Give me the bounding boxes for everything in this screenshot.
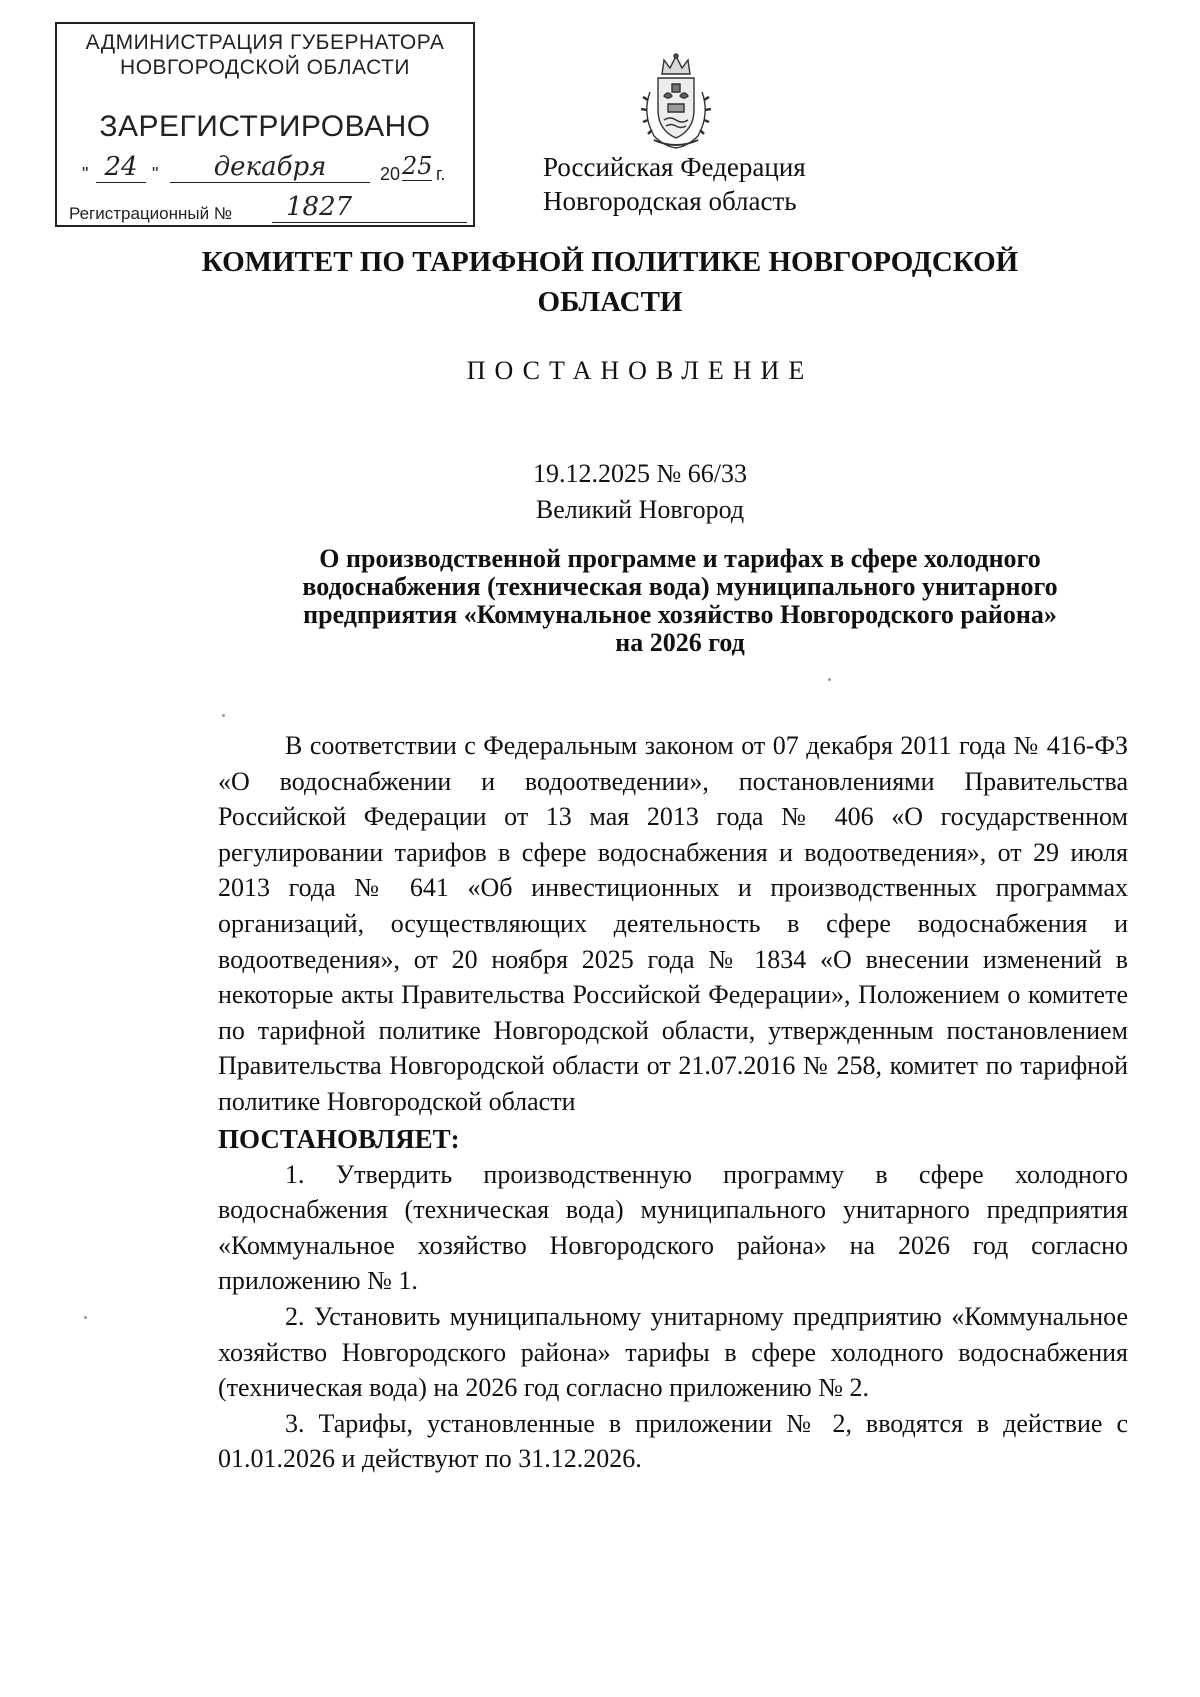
committee-title [200, 242, 1020, 322]
scan-speck [84, 1316, 87, 1319]
document-city: Великий Новгород [535, 495, 745, 524]
preamble-paragraph: В соответствии с Федеральным законом от 07 декабря 2011 года № 416-ФЗ «О водоснабжении и водоотведении», постановлениями Правительства Российской Федерации от 13 мая 2013 года № 406 «О государственном регулировании тарифов в сфере водоснабжения и водоотведения», от 29 июля 2013 года № 641 «Об инвестиционных и производственных программах организаций, осуществляющих деятельность в сфере водоснабжения и водоотведения», от 20 ноября 2025 года № 1834 «О внесении изменений в некоторые акты Правительства Российской Федерации», Положением о комитете по тарифной политике Новгородской области, утвержденным постановлением Правительства Новгородской области от 21.07.2016 № 258, комитет по тарифной политике Новгородской области [218, 731, 1128, 1116]
stamp-day: 24 [96, 152, 146, 183]
stamp-year-suffix: 25 [402, 152, 433, 180]
subject-line4: на 2026 год [615, 628, 745, 657]
registration-stamp [55, 22, 475, 227]
resolution-item-1: 1. Утвердить производственную программу в сфере холодного водоснабжения (техническая вода) муниципального унитарного предприятия «Коммунальное хозяйство Новгородского района» на 2026 год согласно приложению № 1. [218, 1159, 1128, 1296]
subject-line1: О производственной программе и тарифах в сфере холодного [319, 544, 1041, 573]
stamp-month: декабря [170, 152, 370, 183]
stamp-reg-label: Регистрационный № [69, 204, 233, 223]
stamp-quote-close: " [152, 164, 159, 184]
stamp-organization [57, 30, 473, 80]
stamp-reg-number: 1827 [272, 192, 467, 223]
document-type: ПОСТАНОВЛЕНИЕ [466, 356, 814, 385]
committee-title-line1: КОМИТЕТ ПО ТАРИФНОЙ ПОЛИТИКЕ НОВГОРОДСКОЙ [201, 246, 1019, 278]
subject-line3: предприятия «Коммунальное хозяйство Новгородского района» [303, 600, 1057, 629]
resolves-heading: ПОСТАНОВЛЯЕТ: [218, 1123, 460, 1154]
stamp-org-line1: АДМИНИСТРАЦИЯ ГУБЕРНАТОРА [85, 31, 445, 54]
document-details [200, 456, 1080, 528]
resolution-item-2: 2. Установить муниципальному унитарному предприятию «Коммунальное хозяйство Новгородского района» тарифы в сфере холодного водоснабжения (техническая вода) на 2026 год согласно приложению № 2. [218, 1301, 1128, 1403]
stamp-org-line2: НОВГОРОДСКОЙ ОБЛАСТИ [120, 56, 410, 79]
stamp-registered-label: ЗАРЕГИСТРИРОВАНО [99, 110, 431, 143]
resolution-item-3: 3. Тарифы, установленные в приложении № 2, вводятся в действие с 01.01.2026 и действуют по 31.12.2026. [218, 1408, 1128, 1474]
subject-line2: водоснабжения (техническая вода) муниципального унитарного [302, 572, 1058, 601]
country-name: Российская Федерация [543, 152, 806, 182]
committee-title-line2: ОБЛАСТИ [537, 286, 683, 318]
stamp-registration-number [69, 190, 463, 224]
region-name: Новгородская область [543, 186, 797, 216]
coat-of-arms-icon [636, 52, 716, 152]
stamp-quote-open: " [82, 164, 89, 184]
stamp-date [82, 152, 463, 188]
document-subject [240, 545, 1120, 657]
scan-speck [828, 678, 831, 681]
stamp-year-prefix: 20 [380, 164, 401, 184]
country-region-block [543, 150, 806, 218]
scan-speck [222, 714, 225, 717]
stamp-year-unit: г. [436, 164, 446, 184]
document-date-number: 19.12.2025 № 66/33 [532, 459, 748, 488]
document-body [218, 728, 1128, 1477]
